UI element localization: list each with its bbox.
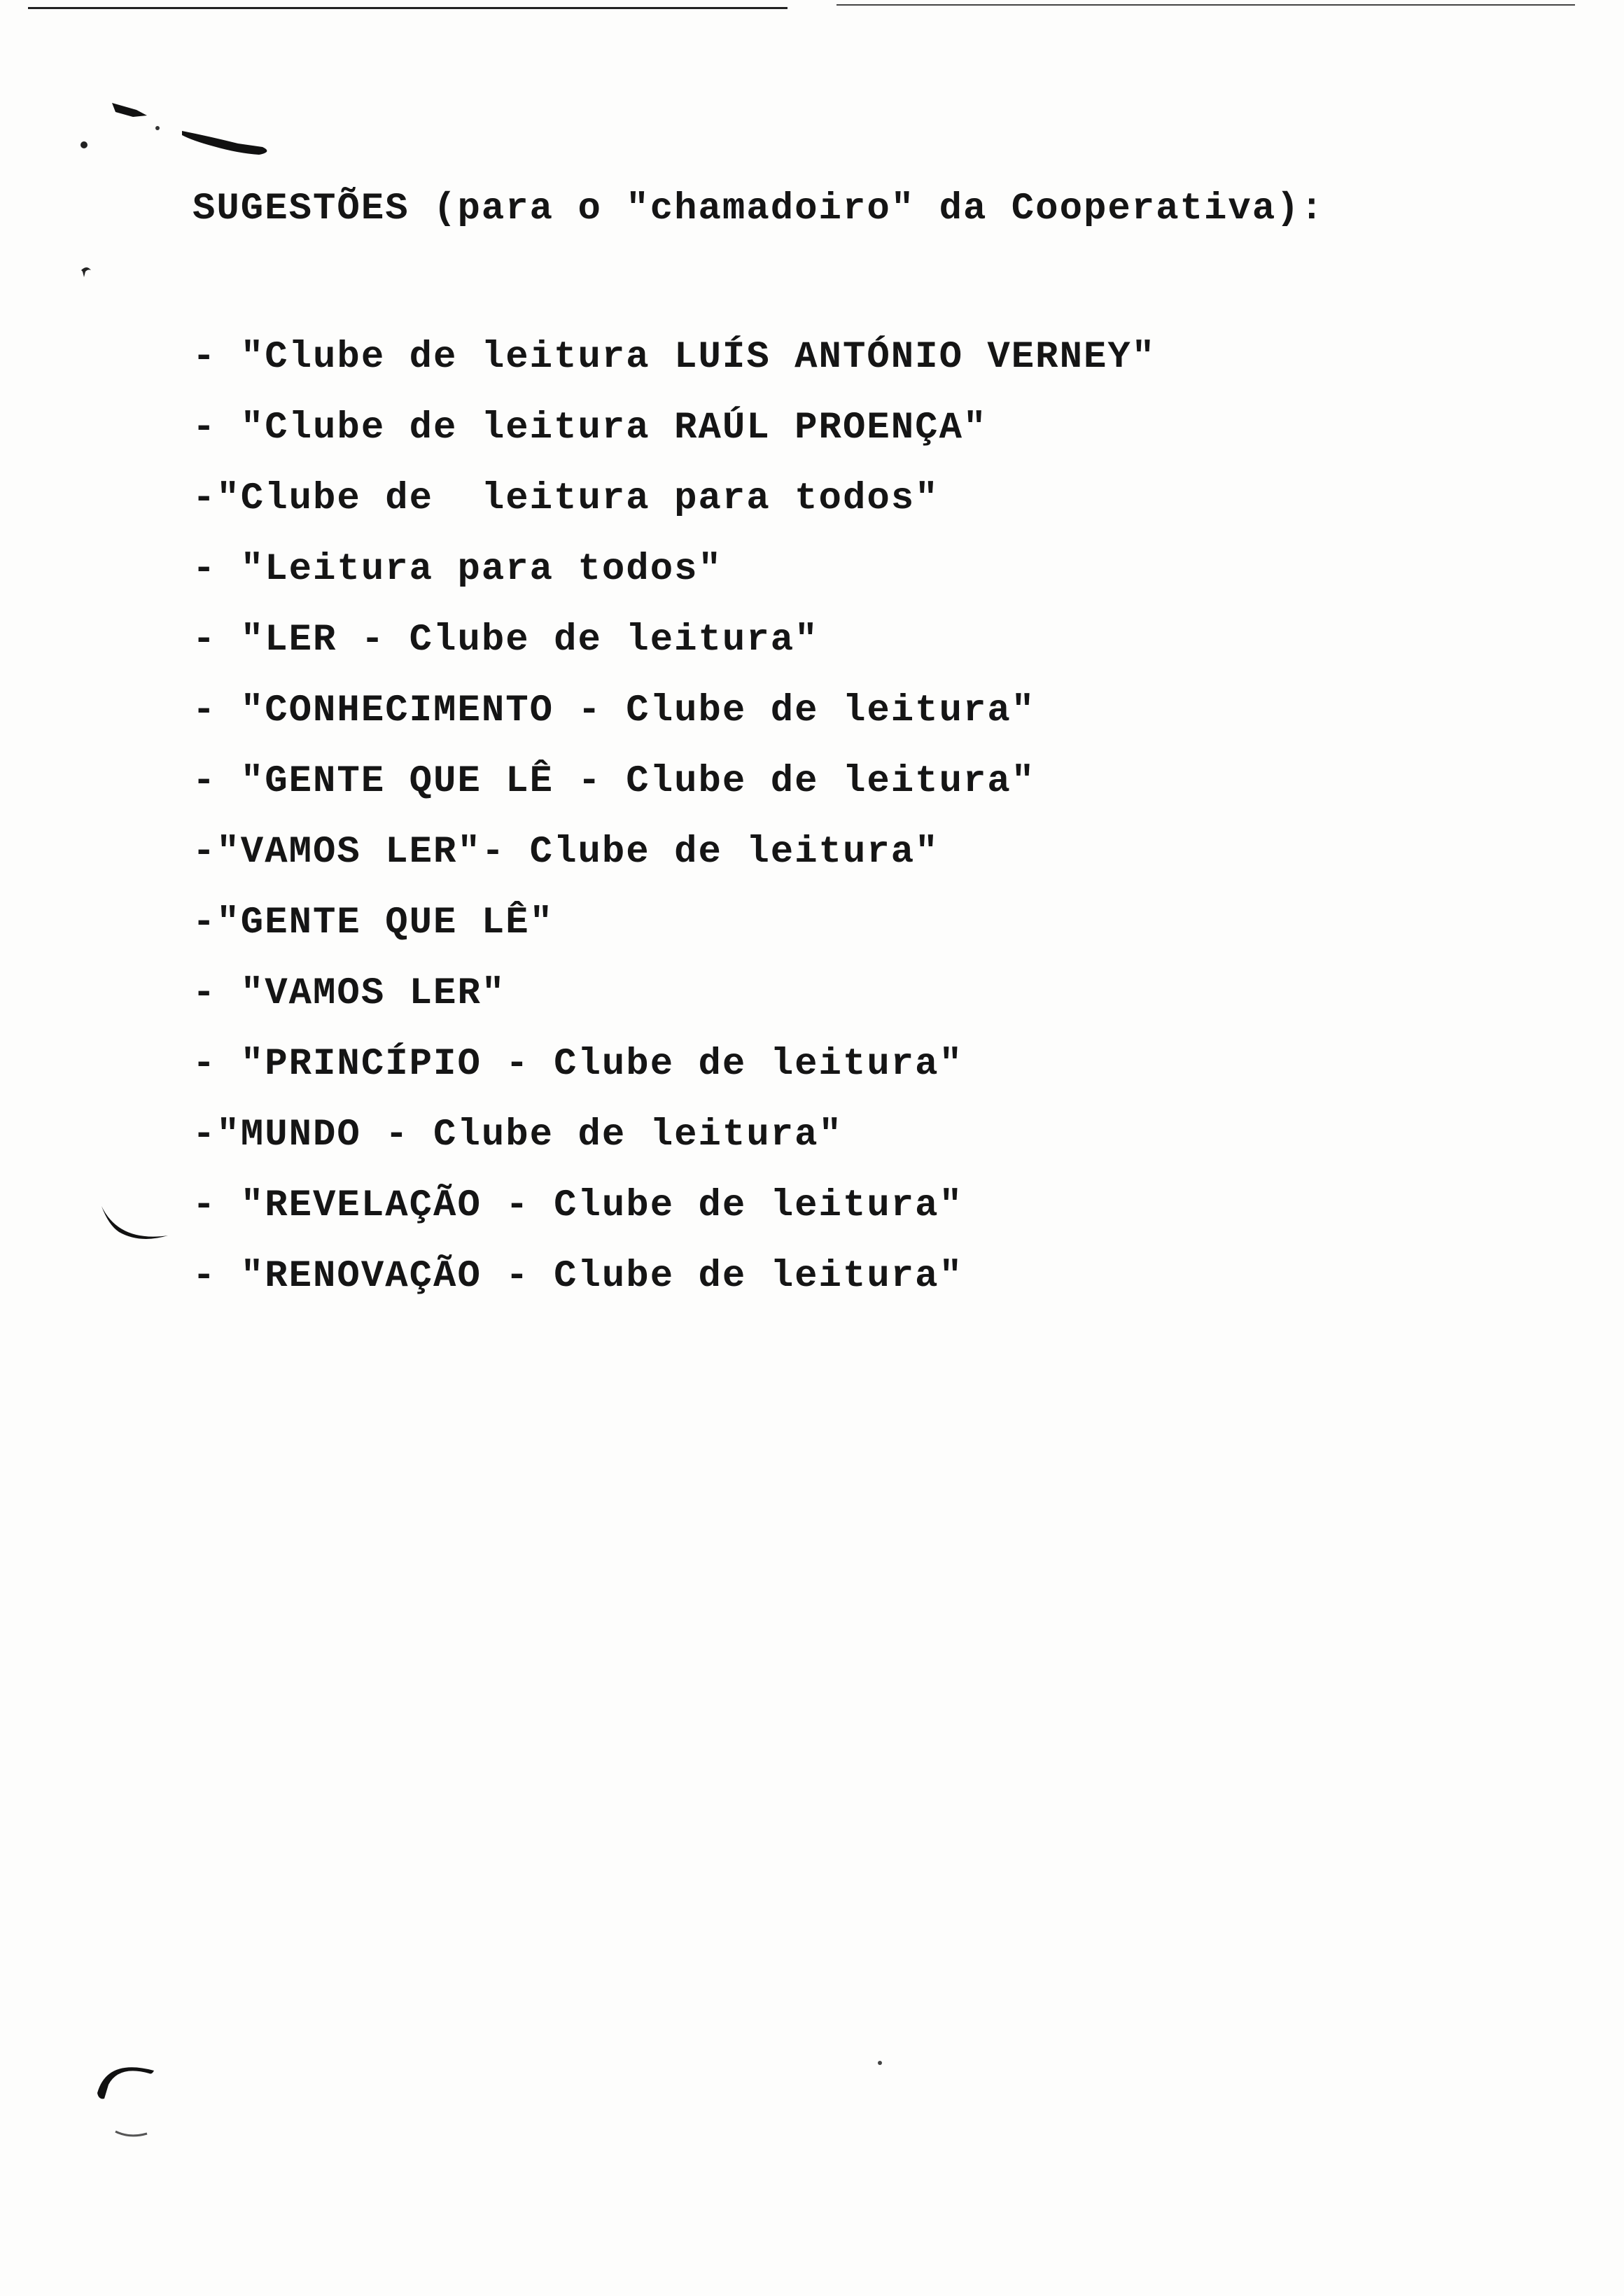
- list-item: - "REVELAÇÃO - Clube de leitura": [192, 1184, 963, 1227]
- list-item: -"MUNDO - Clube de leitura": [192, 1114, 843, 1156]
- list-item: - "LER - Clube de leitura": [192, 619, 819, 662]
- list-item: -"Clube de leitura para todos": [192, 477, 939, 520]
- list-item: - "Leitura para todos": [192, 548, 722, 591]
- ink-dot-mark: [78, 265, 95, 281]
- list-item: - "Clube de leitura RAÚL PROENÇA": [192, 407, 988, 449]
- list-item: - "CONHECIMENTO - Clube de leitura": [192, 690, 1036, 732]
- list-item: - "PRINCÍPIO - Clube de leitura": [192, 1043, 963, 1086]
- top-rule-right: [836, 4, 1575, 6]
- top-rule-left: [28, 7, 788, 9]
- list-item: - "Clube de leitura LUÍS ANTÓNIO VERNEY": [192, 336, 1156, 379]
- list-item: - "VAMOS LER": [192, 972, 506, 1015]
- ink-smudge-mark: [70, 94, 280, 172]
- list-item: -"GENTE QUE LÊ": [192, 902, 554, 944]
- punch-hole-mark-middle: [98, 1200, 175, 1250]
- punch-hole-mark-bottom: [88, 2044, 164, 2142]
- list-item: - "RENOVAÇÃO - Clube de leitura": [192, 1255, 963, 1298]
- document-heading: SUGESTÕES (para o "chamadoiro" da Cooperativa):: [192, 188, 1325, 230]
- speck-mark: [876, 2059, 883, 2066]
- list-item: - "GENTE QUE LÊ - Clube de leitura": [192, 760, 1036, 803]
- list-item: -"VAMOS LER"- Clube de leitura": [192, 831, 939, 874]
- suggestion-list: [192, 322, 1156, 1312]
